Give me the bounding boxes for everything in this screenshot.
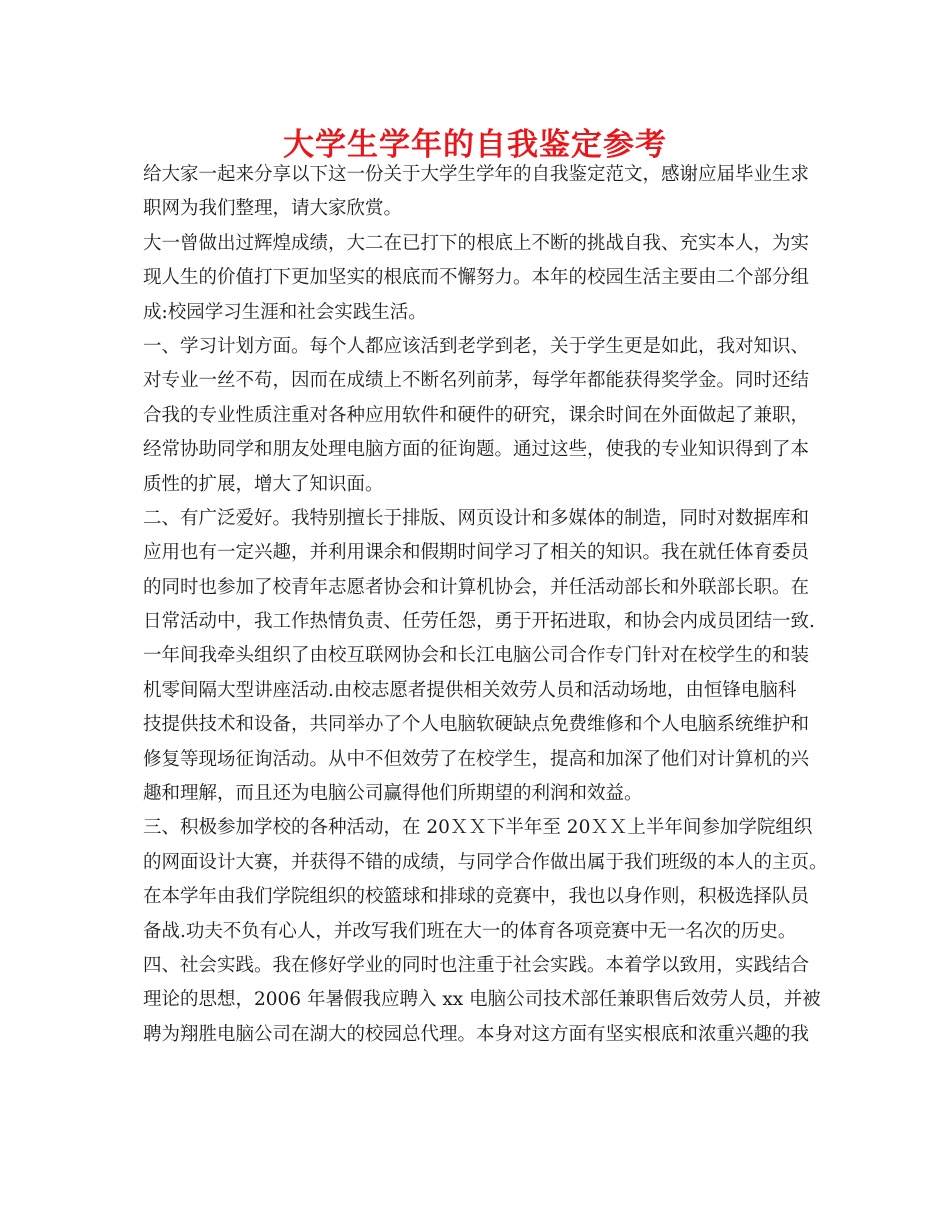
body-text-line: 日常活动中，我工作热情负责、任劳任怨，勇于开拓进取，和协会内成员团结一致. <box>143 611 815 633</box>
body-text-line: 对专业一丝不苟，因而在成绩上不断名列前茅，每学年都能获得奖学金。同时还结 <box>143 370 810 392</box>
body-text-line: 经常协助同学和朋友处理电脑方面的征询题。通过这些，使我的专业知识得到了本 <box>143 439 810 461</box>
body-text-line: 趣和理解，而且还为电脑公司赢得他们所期望的利润和效益。 <box>143 783 643 805</box>
body-text-line: 在本学年由我们学院组织的校篮球和排球的竞赛中，我也以身作则，积极选择队员 <box>143 886 810 908</box>
body-text-line: 的同时也参加了校青年志愿者协会和计算机协会，并任活动部长和外联部长职。在 <box>143 576 810 598</box>
body-text-line: 质性的扩展，增大了知识面。 <box>143 473 384 495</box>
body-text-line: 备战.功夫不负有心人，并改写我们班在大一的体育各项竞赛中无一名次的历史。 <box>143 920 797 942</box>
body-text-line: 现人生的价值打下更加坚实的根底而不懈努力。本年的校园生活主要由二个部分组 <box>143 267 810 289</box>
body-text-line: 技提供技术和设备，共同举办了个人电脑软硬缺点免费维修和个人电脑系统维护和 <box>143 714 810 736</box>
body-text-line: 一、学习计划方面。每个人都应该活到老学到老，关于学生更是如此，我对知识、 <box>143 335 810 357</box>
document-body <box>143 158 828 1052</box>
body-text-line: 应用也有一定兴趣，并利用课余和假期时间学习了相关的知识。我在就任体育委员 <box>143 542 810 564</box>
body-text-line: 一年间我牵头组织了由校互联网协会和长江电脑公司合作专门针对在校学生的和装 <box>143 645 810 667</box>
body-text-line: 大一曾做出过辉煌成绩，大二在已打下的根底上不断的挑战自我、充实本人，为实 <box>143 232 810 254</box>
body-text-line: 三、积极参加学校的各种活动，在 20ＸＸ下半年至 20ＸＸ上半年间参加学院组织 <box>143 817 813 839</box>
body-text-line: 二、有广泛爱好。我特别擅长于排版、网页设计和多媒体的制造，同时对数据库和 <box>143 507 810 529</box>
body-text-line: 机零间隔大型讲座活动.由校志愿者提供相关效劳人员和活动场地，由恒锋电脑科 <box>143 679 797 701</box>
body-text-line: 理论的思想，2006 年暑假我应聘入 xx 电脑公司技术部任兼职售后效劳人员，并被 <box>143 989 821 1011</box>
body-text-line: 成:校园学习生涯和社会实践生活。 <box>143 301 427 323</box>
body-text-line: 给大家一起来分享以下这一份关于大学生学年的自我鉴定范文，感谢应届毕业生求 <box>143 164 810 185</box>
body-text-line: 职网为我们整理，请大家欣赏。 <box>143 198 403 220</box>
document-title: 大学生学年的自我鉴定参考 <box>283 127 667 163</box>
body-text-line: 四、社会实践。我在修好学业的同时也注重于社会实践。本着学以致用，实践结合 <box>143 954 810 976</box>
body-text-line: 聘为翔胜电脑公司在湖大的校园总代理。本身对这方面有坚实根底和浓重兴趣的我 <box>143 1023 810 1045</box>
body-text-line: 的网面设计大赛，并获得不错的成绩，与同学合作做出属于我们班级的本人的主页。 <box>143 851 828 873</box>
body-text-line: 合我的专业性质注重对各种应用软件和硬件的研究，课余时间在外面做起了兼职， <box>143 404 810 426</box>
body-text-line: 修复等现场征询活动。从中不但效劳了在校学生，提高和加深了他们对计算机的兴 <box>143 748 810 770</box>
